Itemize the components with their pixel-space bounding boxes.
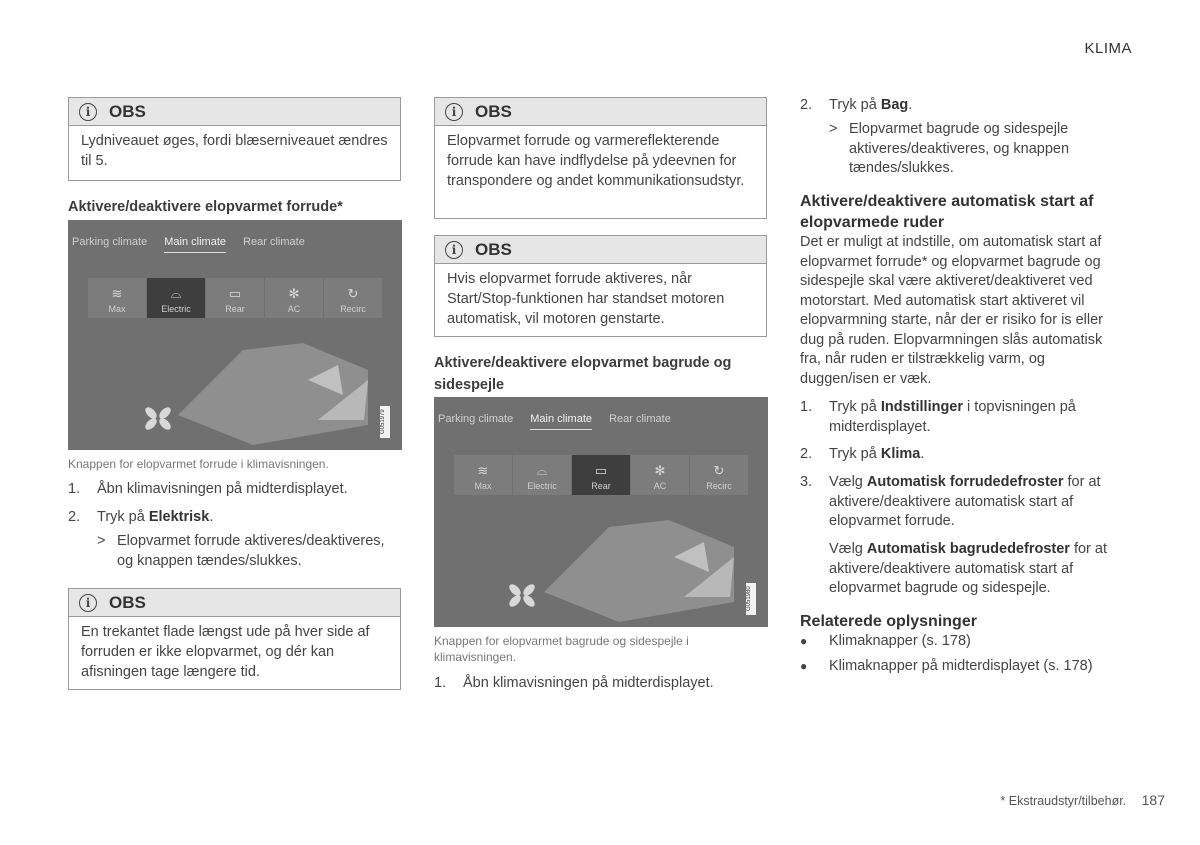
info-icon: i (445, 103, 463, 121)
step-text: Tryk på Elektrisk. (97, 509, 214, 525)
obs-title: OBS (475, 239, 512, 259)
step-1 (68, 480, 399, 500)
step-1 (434, 674, 765, 694)
step-number: 1. (68, 481, 81, 497)
figure-caption-1: Knappen for elopvarmet forrude i klimavisningen. (68, 457, 329, 471)
obs-title: OBS (109, 101, 146, 121)
info-icon: i (79, 594, 97, 612)
snowflake-icon: ✻ (288, 286, 300, 301)
obs-note-1 (68, 97, 401, 181)
image-code: G051979 (380, 406, 390, 438)
ac-button: ✻ AC (631, 455, 689, 495)
info-icon: i (445, 241, 463, 259)
obs-note-4 (434, 235, 767, 337)
obs-title: OBS (109, 592, 146, 612)
tab-parking-climate: Parking climate (72, 236, 148, 248)
step-number: 1. (800, 399, 813, 415)
step-text: Tryk på Indstillinger i topvisningen på midterdisplayet. (829, 399, 1076, 435)
obs-text: En trekantet flade længst ude på hver side af forruden er ikke elopvarmet, og dér kan afisningen tage længere tid. (81, 624, 370, 680)
figure-caption-2: Knappen for elopvarmet bagrude og sidespejle i klimavisningen. (434, 634, 689, 664)
obs-note-2 (68, 588, 401, 690)
recirc-button: ↻ Recirc (690, 455, 748, 495)
obs-text: Lydniveauet øges, fordi blæserniveauet ændres til 5. (81, 133, 388, 169)
step-2 (68, 508, 399, 528)
fan-icon (143, 405, 173, 432)
section-heading-windscreen: Aktivere/deaktivere elopvarmet forrude* (68, 199, 343, 215)
related-list (800, 632, 1132, 682)
climate-screen-image-2 (434, 397, 768, 627)
step-2-result (829, 120, 1132, 179)
recirculation-icon: ↻ (713, 463, 725, 478)
obs-text: Hvis elopvarmet forrude aktiveres, når Start/Stop-funktionen har standset motoren automatisk, vil motoren genstarte. (447, 271, 725, 327)
section-header: KLIMA (1084, 40, 1132, 57)
related-heading: Relaterede oplysninger (800, 613, 977, 630)
recirculation-icon: ↻ (347, 286, 359, 301)
footnote: * Ekstraudstyr/tilbehør. (1000, 794, 1127, 808)
step-2-result (97, 532, 399, 571)
result-marker: > (97, 533, 106, 549)
step-text: Åbn klimavisningen på midterdisplayet. (97, 481, 348, 497)
related-link[interactable]: ● Klimaknapper (s. 178) (800, 632, 1132, 657)
rear-defrost-button: ▭ Rear (206, 278, 264, 318)
image-code: G051980 (746, 583, 756, 615)
auto-step-2 (800, 445, 1132, 465)
auto-step-3 (800, 473, 1132, 532)
snowflake-icon: ✻ (654, 463, 666, 478)
obs-title: OBS (475, 101, 512, 121)
tab-rear-climate: Rear climate (243, 236, 305, 248)
seat-airflow-graphic (68, 220, 402, 450)
related-link[interactable]: ● Klimaknapper på midterdisplayet (s. 178) (800, 657, 1132, 682)
step-number: 2. (800, 446, 813, 462)
rear-window-heat-icon: ▭ (228, 286, 242, 301)
fan-icon (507, 582, 537, 609)
tab-main-climate: Main climate (164, 236, 226, 253)
auto-start-intro: Det er muligt at indstille, om automatisk start af elopvarmet forrude* og elopvarmet bagrude og sidespejle skal være aktiveret/deaktiveret ved motorstart. Med automatisk start aktiveret vil elopvarmning starte, når der er risiko for is eller dug på ruden. Elopvarmningen slås automatisk fra, når ruden er tilstrækkelig varm, og duggen/isen er væk. (800, 234, 1104, 387)
electric-defrost-button: ⌓ Electric (147, 278, 205, 318)
tab-rear-climate: Rear climate (609, 413, 671, 425)
auto-step-1 (800, 398, 1132, 437)
step-number: 3. (800, 474, 813, 490)
tab-main-climate: Main climate (530, 413, 592, 430)
max-defrost-icon: ≋ (111, 286, 123, 301)
windscreen-heat-icon: ⌓ (536, 463, 548, 478)
rear-defrost-button: ▭ Rear (572, 455, 630, 495)
climate-screen-image-1 (68, 220, 402, 450)
electric-defrost-button: ⌓ Electric (513, 455, 571, 495)
info-icon: i (79, 103, 97, 121)
bullet-icon: ● (800, 659, 808, 673)
result-text: Elopvarmet forrude aktiveres/deaktiveres, og knappen tændes/slukkes. (117, 533, 385, 569)
bullet-icon: ● (800, 634, 808, 648)
obs-text: Elopvarmet forrude og varmereflekterende forrude kan have indflydelse på ydeevnen for transpondere og andet kommunikationsudstyr. (447, 133, 745, 189)
ac-button: ✻ AC (265, 278, 323, 318)
step-2 (800, 96, 1132, 116)
max-defrost-button: ≋ Max (454, 455, 512, 495)
recirc-button: ↻ Recirc (324, 278, 382, 318)
step-number: 2. (800, 97, 813, 113)
footer (1000, 792, 1165, 808)
obs-header (69, 98, 400, 126)
seat-airflow-graphic (434, 397, 768, 627)
obs-header (435, 98, 766, 126)
obs-note-3 (434, 97, 767, 219)
step-number: 1. (434, 675, 447, 691)
windscreen-heat-icon: ⌓ (170, 286, 182, 301)
obs-header (69, 589, 400, 617)
max-defrost-icon: ≋ (477, 463, 489, 478)
step-text: Vælg Automatisk forrudedefroster for at aktivere/deaktivere automatisk start af elopvarmet forrude. (829, 474, 1101, 529)
obs-header (435, 236, 766, 264)
section-heading-rear-window: Aktivere/deaktivere elopvarmet bagrude og sidespejle (434, 355, 732, 393)
step-number: 2. (68, 509, 81, 525)
step-text: Tryk på Bag. (829, 97, 913, 113)
max-defrost-button: ≋ Max (88, 278, 146, 318)
rear-window-heat-icon: ▭ (594, 463, 608, 478)
step-text: Åbn klimavisningen på midterdisplayet. (463, 675, 714, 691)
result-marker: > (829, 121, 838, 137)
result-text: Elopvarmet bagrude og sidespejle aktiveres/deaktiveres, og knappen tændes/slukkes. (849, 121, 1070, 176)
tab-parking-climate: Parking climate (438, 413, 514, 425)
section-heading-auto-start: Aktivere/deaktivere automatisk start af elopvarmede ruder (800, 193, 1094, 231)
page-number: 187 (1141, 792, 1165, 808)
auto-step-3b: Vælg Automatisk bagrudedefroster for at aktivere/deaktivere automatisk start af elopvarmet bagrude og sidespejle. (829, 541, 1108, 596)
step-text: Tryk på Klima. (829, 446, 925, 462)
